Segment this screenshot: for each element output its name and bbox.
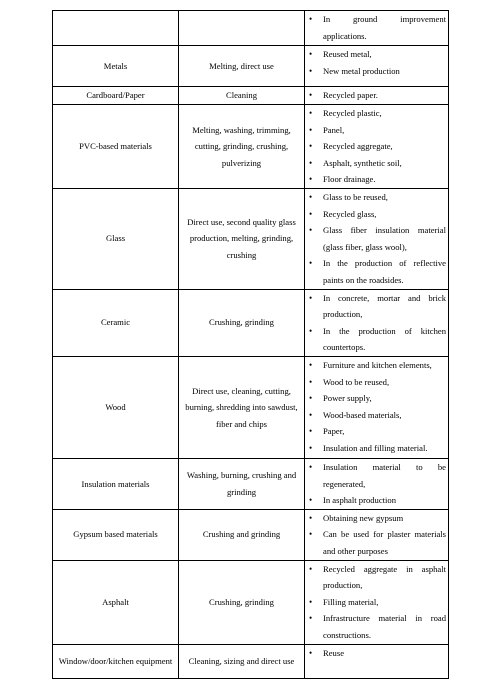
- list-item: • Reused metal,: [309, 46, 446, 63]
- uses-cell: [305, 356, 449, 458]
- list-item: • Recycled aggregate,: [309, 138, 446, 155]
- material-cell: Asphalt: [53, 560, 179, 644]
- material-cell: Metals: [53, 46, 179, 87]
- table-row: [53, 87, 449, 105]
- uses-cell: [305, 189, 449, 290]
- material-cell: Wood: [53, 356, 179, 458]
- process-cell: Direct use, cleaning, cutting, burning, shredding into sawdust, fiber and chips: [179, 356, 305, 458]
- uses-cell: [305, 289, 449, 356]
- list-item: • Floor drainage.: [309, 171, 446, 188]
- list-item: • Glass fiber insulation material (glass fiber, glass wool),: [309, 222, 446, 255]
- list-item: • Recycled plastic,: [309, 105, 446, 122]
- list-item: • In asphalt production: [309, 492, 446, 509]
- list-item: • Reuse: [309, 645, 446, 662]
- list-item: • Insulation material to be regenerated,: [309, 459, 446, 492]
- process-cell: Direct use, second quality glass production, melting, grinding, crushing: [179, 189, 305, 290]
- list-item: • Insulation and filling material.: [309, 440, 446, 457]
- process-cell: Crushing, grinding: [179, 289, 305, 356]
- uses-cell: [305, 560, 449, 644]
- list-item: • Recycled aggregate in asphalt production,: [309, 561, 446, 594]
- list-item: • In the production of reflective paints on the roadsides.: [309, 255, 446, 288]
- table-row: [53, 189, 449, 290]
- list-item: • Recycled paper.: [309, 87, 446, 104]
- material-cell: Window/door/kitchen equipment: [53, 644, 179, 678]
- material-cell: Ceramic: [53, 289, 179, 356]
- process-cell: Melting, washing, trimming, cutting, grinding, crushing, pulverizing: [179, 105, 305, 189]
- material-cell: Cardboard/Paper: [53, 87, 179, 105]
- material-cell: PVC-based materials: [53, 105, 179, 189]
- list-item: • Glass to be reused,: [309, 189, 446, 206]
- table-row: [53, 560, 449, 644]
- material-cell: [53, 11, 179, 46]
- table-row: [53, 11, 449, 46]
- uses-list: [309, 357, 446, 457]
- uses-cell: [305, 105, 449, 189]
- process-cell: Melting, direct use: [179, 46, 305, 87]
- uses-cell: [305, 644, 449, 678]
- list-item: • Infrastructure material in road constructions.: [309, 610, 446, 643]
- list-item: • Recycled glass,: [309, 206, 446, 223]
- list-item: • Filling material,: [309, 594, 446, 611]
- uses-list: [309, 105, 446, 188]
- process-cell: Cleaning, sizing and direct use: [179, 644, 305, 678]
- list-item: • Obtaining new gypsum: [309, 510, 446, 527]
- table-row: [53, 458, 449, 509]
- uses-cell: [305, 46, 449, 87]
- table-row: [53, 509, 449, 560]
- uses-list: [309, 290, 446, 356]
- uses-list: [309, 561, 446, 644]
- list-item: • Furniture and kitchen elements,: [309, 357, 446, 374]
- uses-cell: [305, 509, 449, 560]
- uses-list: [309, 459, 446, 509]
- list-item: • In ground improvement applications.: [309, 11, 446, 44]
- process-cell: Cleaning: [179, 87, 305, 105]
- material-cell: Gypsum based materials: [53, 509, 179, 560]
- list-item: • In the production of kitchen countertops.: [309, 323, 446, 356]
- process-cell: [179, 11, 305, 46]
- uses-list: [309, 645, 446, 662]
- list-item: • Panel,: [309, 122, 446, 139]
- list-item: • Paper,: [309, 423, 446, 440]
- process-cell: Washing, burning, crushing and grinding: [179, 458, 305, 509]
- table-row: [53, 105, 449, 189]
- table-body: [53, 11, 449, 679]
- uses-list: [309, 510, 446, 560]
- list-item: • Can be used for plaster materials and other purposes: [309, 526, 446, 559]
- table-row: [53, 46, 449, 87]
- list-item: • Wood-based materials,: [309, 407, 446, 424]
- uses-list: [309, 11, 446, 44]
- list-item: • Asphalt, synthetic soil,: [309, 155, 446, 172]
- process-cell: Crushing and grinding: [179, 509, 305, 560]
- list-item: • New metal production: [309, 63, 446, 80]
- uses-list: [309, 189, 446, 289]
- recycling-table: [52, 10, 449, 679]
- list-item: • Wood to be reused,: [309, 374, 446, 391]
- table-row: [53, 644, 449, 678]
- table-row: [53, 289, 449, 356]
- list-item: • In concrete, mortar and brick production,: [309, 290, 446, 323]
- uses-cell: [305, 458, 449, 509]
- material-cell: Insulation materials: [53, 458, 179, 509]
- process-cell: Crushing, grinding: [179, 560, 305, 644]
- uses-list: [309, 87, 446, 104]
- uses-list: [309, 46, 446, 79]
- material-cell: Glass: [53, 189, 179, 290]
- uses-cell: [305, 87, 449, 105]
- list-item: • Power supply,: [309, 390, 446, 407]
- table-row: [53, 356, 449, 458]
- uses-cell: [305, 11, 449, 46]
